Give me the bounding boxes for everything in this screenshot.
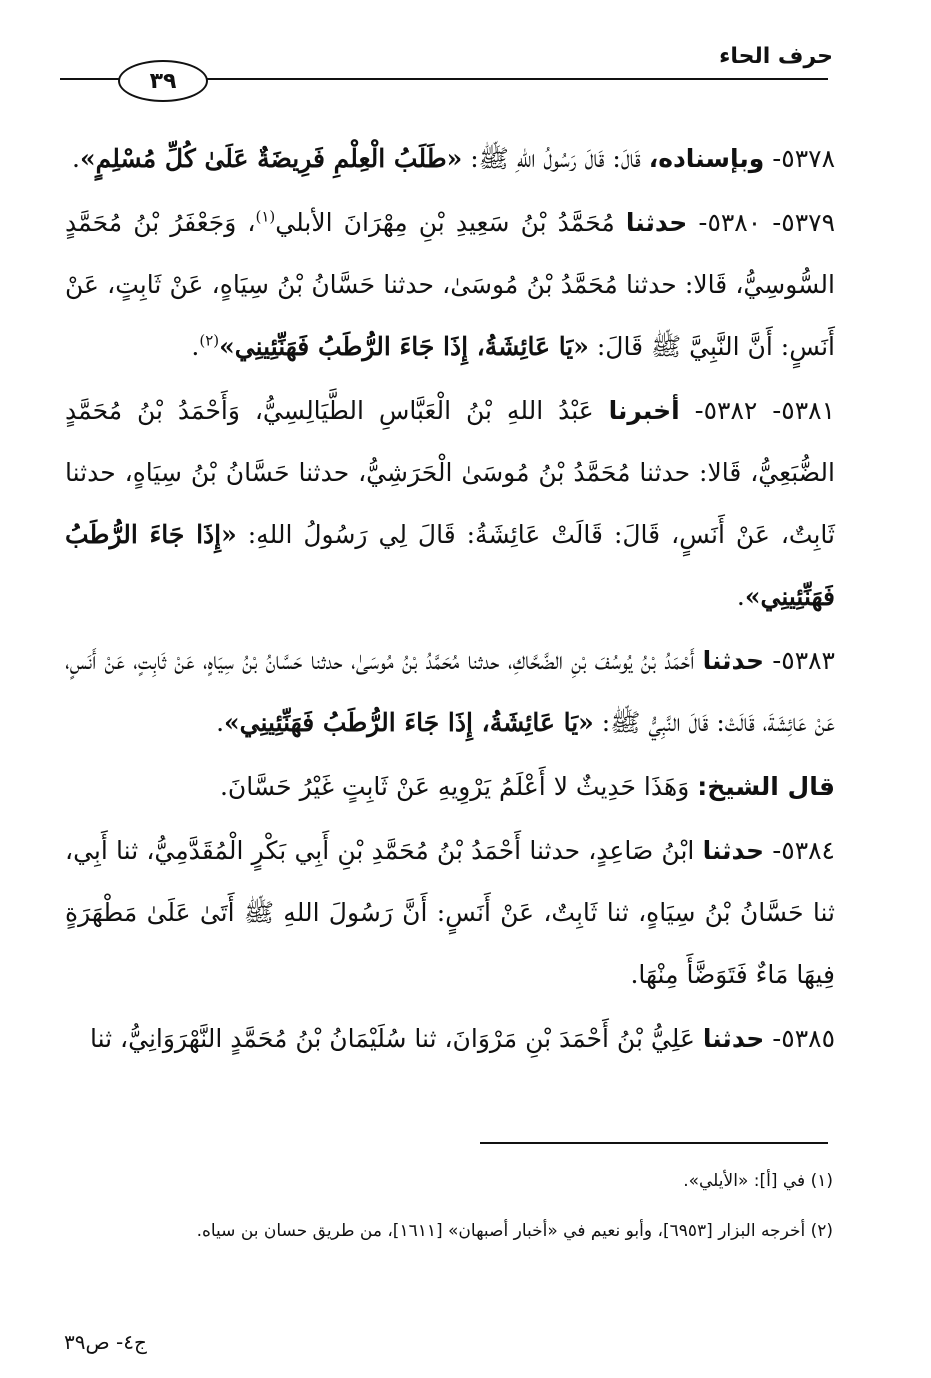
entry-number: ٥٣٨١- ٥٣٨٢- <box>694 396 835 425</box>
entry-keyword: حدثنا <box>702 1024 765 1053</box>
entry-number: ٥٣٨٤- <box>772 836 835 865</box>
footnote-marker-1: (١) <box>255 207 276 226</box>
entry-keyword: وبإسناده، <box>648 144 765 173</box>
footnotes <box>63 1156 833 1256</box>
entry-number: ٥٣٨٣- <box>772 646 835 675</box>
page-number: ٣٩ <box>118 60 208 102</box>
entry-keyword: حدثنا <box>702 836 765 865</box>
entry-keyword: حدثنا <box>702 646 765 675</box>
entry-text: أَحْمَدُ بْنُ يُوسُفَ بْنِ الضَّحَّاكِ، حدثنا مُحَمَّدُ بْنُ مُوسَىٰ، حدثنا حَسَّانُ بْنُ سِيَاهٍ، عَنْ ثَابِتٍ، عَنْ أَنَسٍ، عَنْ عَائِشَةَ، قَالَتْ: قَالَ النَّبِيُّ ﷺ: <box>65 646 835 737</box>
volume-page-reference: ج٤- ص٣٩ <box>64 1330 147 1354</box>
entry-text-continued: ، وَجَعْفَرُ بْنُ مُحَمَّدٍ السُّوسِيُّ، قَالا: حدثنا مُحَمَّدُ بْنُ مُوسَىٰ، حدثنا حَسَّانُ بْنُ سِيَاهٍ، عَنْ ثَابِتٍ، عَنْ أَنَسٍ: أَنَّ النَّبِيَّ ﷺ قَالَ: <box>65 208 835 361</box>
footnote-1: (١) في [أ]: «الأيلي». <box>683 1171 833 1191</box>
running-title: حرف الحاء <box>719 44 833 69</box>
entry-number: ٥٣٧٩- ٥٣٨٠- <box>698 208 836 237</box>
entry-keyword: أخبرنا <box>608 396 680 425</box>
entry-keyword: قال الشيخ: <box>697 772 835 801</box>
entry-text: عَبْدُ اللهِ بْنُ الْعَبَّاسِ الطَّيَالِسِيُّ، وَأَحْمَدُ بْنُ مُحَمَّدٍ الضُّبَعِيُّ، قَالا: حدثنا مُحَمَّدُ بْنُ مُوسَىٰ الْحَرَشِيُّ، حدثنا حَسَّانُ بْنُ سِيَاهٍ، حدثنا ثَابِتٌ، عَنْ أَنَسٍ، قَالَ: قَالَتْ عَائِشَةُ: قَالَ لِي رَسُولُ اللهِ: <box>65 396 835 549</box>
hadith-entry-5378 <box>65 128 835 190</box>
entry-tail: . <box>72 144 80 173</box>
hadith-entry-5384 <box>65 820 835 1006</box>
sheikh-comment <box>65 756 835 818</box>
entry-text: قَالَ: قَالَ رَسُولُ اللهِ ﷺ: <box>470 144 641 173</box>
hadith-quote: «إِذَا جَاءَ الرُّطَبُ فَهَنِّئِينِي» <box>65 520 835 611</box>
hadith-entry-5379 <box>65 192 835 378</box>
entry-keyword: حدثنا <box>625 208 688 237</box>
hadith-entry-5385 <box>65 1008 835 1070</box>
hadith-entry-5383 <box>65 630 835 754</box>
entry-text: مُحَمَّدُ بْنُ سَعِيدِ بْنِ مِهْرَانَ الأبلي <box>275 208 615 237</box>
entry-tail: . <box>191 332 200 361</box>
entry-tail: . <box>216 708 225 737</box>
main-text <box>65 128 835 1072</box>
entry-text: عَلِيُّ بْنُ أَحْمَدَ بْنِ مَرْوَانَ، ثنا سُلَيْمَانُ بْنُ مُحَمَّدٍ النَّهْرَوَانِيُّ، ثنا <box>89 1024 695 1053</box>
hadith-entry-5381 <box>65 380 835 628</box>
entry-tail: . <box>736 582 745 611</box>
hadith-quote: «يَا عَائِشَةُ، إِذَا جَاءَ الرُّطَبُ فَهَنِّئِينِي» <box>224 708 594 737</box>
entry-number: ٥٣٨٥- <box>772 1024 835 1053</box>
footnote-rule <box>480 1142 828 1144</box>
footnote-2: (٢) أخرجه البزار [٦٩٥٣]، وأبو نعيم في «أخبار أصبهان» [١٦١١]، من طريق حسان بن سياه. <box>196 1221 833 1241</box>
entry-text: وَهَذَا حَدِيثٌ لا أَعْلَمُ يَرْوِيهِ عَنْ ثَابِتٍ غَيْرُ حَسَّانَ. <box>219 772 690 801</box>
hadith-quote: «طَلَبُ الْعِلْمِ فَرِيضَةٌ عَلَىٰ كُلِّ مُسْلِمٍ» <box>79 144 463 173</box>
entry-number: ٥٣٧٨- <box>772 144 835 173</box>
footnote-marker-2: (٢) <box>199 331 220 350</box>
entry-text: ابْنُ صَاعِدٍ، حدثنا أَحْمَدُ بْنُ مُحَمَّدِ بْنِ أَبِي بَكْرٍ الْمُقَدَّمِيُّ، ثنا أَبِي، ثنا حَسَّانُ بْنُ سِيَاهٍ، ثنا ثَابِتٌ، عَنْ أَنَسٍ: أَنَّ رَسُولَ اللهِ ﷺ أَتَىٰ عَلَىٰ مَطْهَرَةٍ فِيهَا مَاءٌ فَتَوَضَّأَ مِنْهَا. <box>65 836 835 989</box>
hadith-quote: «يَا عَائِشَةُ، إِذَا جَاءَ الرُّطَبُ فَهَنِّئِينِي» <box>219 332 589 361</box>
